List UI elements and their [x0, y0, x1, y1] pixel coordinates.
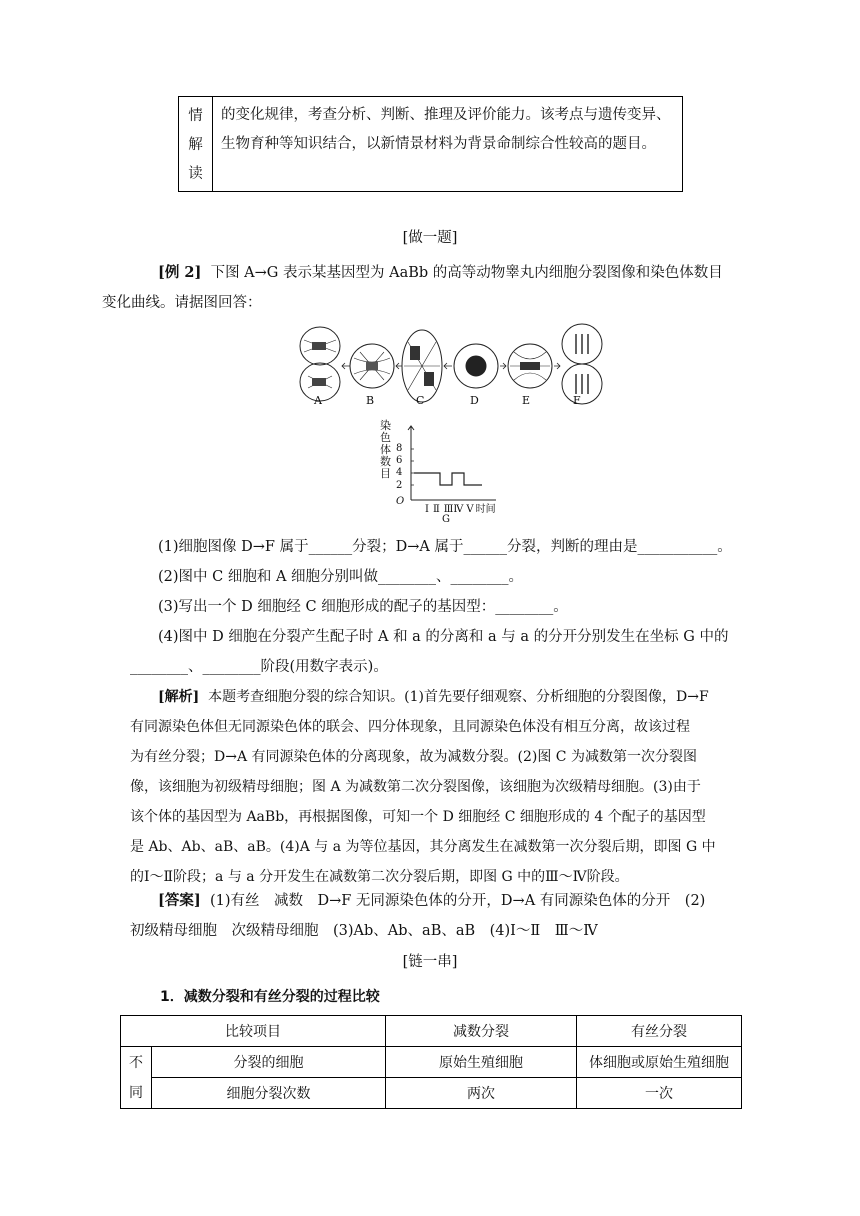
table-cell: 原始生殖细胞 — [386, 1047, 577, 1078]
questions — [130, 532, 735, 682]
side-char: 读 — [188, 166, 203, 182]
table-header: 减数分裂 — [386, 1016, 577, 1047]
table-cell: 一次 — [577, 1078, 742, 1109]
answer-text: (1)有丝 减数 D→F 无同源染色体的分开，D→A 有同源染色体的分开 (2) — [209, 893, 706, 909]
example-line: 变化曲线。请据图回答： — [102, 295, 262, 311]
analysis-line: 该个体的基因型为 AaBb，再根据图像，可知一个 D 细胞经 C 细胞形成的 4 个配子的基因型 — [130, 809, 706, 825]
analysis-text: 本题考查细胞分裂的综合知识。(1)首先要仔细观察、分析细胞的分裂图像，D→F — [208, 689, 709, 705]
table-cell: 分裂的细胞 — [152, 1047, 386, 1078]
question-line: (1)细胞图像 D→F 属于______分裂；D→A 属于______分裂，判断的理由是___________。 — [158, 539, 732, 555]
question-line: ________、________阶段(用数字表示)。 — [130, 659, 388, 675]
answer-line: 初级精母细胞 次级精母细胞 (3)Ab、Ab、aB、aB (4)Ⅰ～Ⅱ Ⅲ～Ⅳ — [130, 923, 598, 939]
question-line: (4)图中 D 细胞在分裂产生配子时 A 和 a 的分离和 a 与 a 的分开分别发生在坐标 G 中的 — [158, 629, 729, 645]
chromosome-graph — [400, 422, 500, 502]
analysis-line: 是 Ab、Ab、aB、aB。(4)A 与 a 为等位基因，其分离发生在减数第一次分裂后期，即图 G 中 — [130, 839, 716, 855]
cell-f — [562, 324, 602, 404]
example-text — [102, 258, 735, 318]
ytick: 8 — [396, 443, 403, 454]
cell-label: C — [416, 394, 425, 407]
cell-d — [454, 344, 498, 388]
ytick: 4 — [396, 467, 403, 478]
group-label — [121, 1047, 152, 1109]
answer-line-0 — [130, 886, 735, 916]
cell-division-figure — [290, 322, 610, 410]
question-line: (2)图中 C 细胞和 A 细胞分别叫做________、________。 — [158, 569, 524, 585]
graph-xlabel: 时间 — [475, 504, 496, 515]
section-title-chain: [链一串] — [402, 954, 458, 970]
xtick: Ⅴ — [466, 504, 474, 515]
side-column — [179, 97, 213, 191]
group-char: 不 — [129, 1054, 143, 1071]
table-header: 比较项目 — [121, 1016, 386, 1047]
section-title-do: [做一题] — [402, 230, 458, 246]
cell-label: F — [573, 394, 581, 407]
y-axis — [408, 426, 414, 500]
ylabel-char: 染 — [380, 419, 391, 432]
table-row — [121, 1078, 742, 1109]
analysis — [130, 682, 735, 892]
box-line: 的变化规律，考查分析、判断、推理及评价能力。该考点与遗传变异、 — [221, 107, 671, 123]
answer — [130, 886, 735, 946]
cell-c — [402, 330, 442, 402]
graph-ylabel — [380, 420, 392, 480]
side-char: 情 — [188, 108, 203, 124]
cell-label: E — [522, 394, 531, 407]
side-char: 解 — [188, 137, 203, 153]
cell-e — [508, 344, 552, 388]
interpretation-box — [178, 96, 683, 192]
cell-b — [350, 344, 394, 388]
ytick: 6 — [396, 455, 403, 466]
ylabel-char: 体 — [380, 443, 391, 456]
cell-a — [300, 327, 340, 401]
xtick: Ⅰ — [425, 504, 429, 515]
graph-origin: O — [396, 496, 405, 507]
question-line: (3)写出一个 D 细胞经 C 细胞形成的配子的基因型：________。 — [158, 599, 568, 615]
table-header-row — [121, 1016, 742, 1047]
ylabel-char: 目 — [380, 467, 391, 480]
analysis-line: 像，该细胞为初级精母细胞；图 A 为减数第二次分裂图像，该细胞为次级精母细胞。(3)由于 — [130, 779, 701, 795]
answer-label: [答案] — [158, 892, 201, 909]
analysis-line: 有同源染色体但无同源染色体的联会、四分体现象，且同源染色体没有相互分离，故该过程 — [130, 719, 690, 735]
cell-label: A — [314, 394, 322, 407]
ylabel-char: 色 — [380, 431, 391, 444]
graph-curve — [414, 473, 482, 485]
comparison-table — [120, 1015, 742, 1109]
xtick: Ⅲ — [443, 504, 454, 515]
analysis-line: 的Ⅰ～Ⅱ阶段；a 与 a 分开发生在减数第二次分裂后期，即图 G 中的Ⅲ～Ⅳ阶段。 — [130, 869, 629, 885]
table-row — [121, 1047, 742, 1078]
subheading: 1．减数分裂和有丝分裂的过程比较 — [160, 989, 380, 1005]
table-cell: 细胞分裂次数 — [152, 1078, 386, 1109]
ytick: 2 — [396, 480, 403, 491]
box-text — [221, 101, 671, 159]
xtick: Ⅳ — [453, 504, 464, 515]
example-line: 下图 A→G 表示某基因型为 AaBb 的高等动物睾丸内细胞分裂图像和染色体数目 — [210, 265, 723, 281]
table-cell: 体细胞或原始生殖细胞 — [577, 1047, 742, 1078]
table-cell: 两次 — [386, 1078, 577, 1109]
group-char: 同 — [129, 1084, 143, 1101]
cell-label: B — [366, 394, 375, 407]
table-header: 有丝分裂 — [577, 1016, 742, 1047]
example-label: [例 2] — [158, 264, 202, 281]
box-line: 生物育种等知识结合，以新情景材料为背景命制综合性较高的题目。 — [221, 136, 656, 152]
cell-label: D — [470, 394, 479, 407]
graph-xticks — [425, 500, 496, 515]
graph-name: G — [442, 514, 450, 525]
analysis-line-0 — [130, 682, 735, 712]
xtick: Ⅱ — [432, 504, 440, 515]
ylabel-char: 数 — [380, 455, 391, 468]
analysis-line: 为有丝分裂；D→A 有同源染色体的分离现象，故为减数分裂。(2)图 C 为减数第一次分裂图 — [130, 749, 697, 765]
analysis-label: [解析] — [158, 689, 200, 705]
